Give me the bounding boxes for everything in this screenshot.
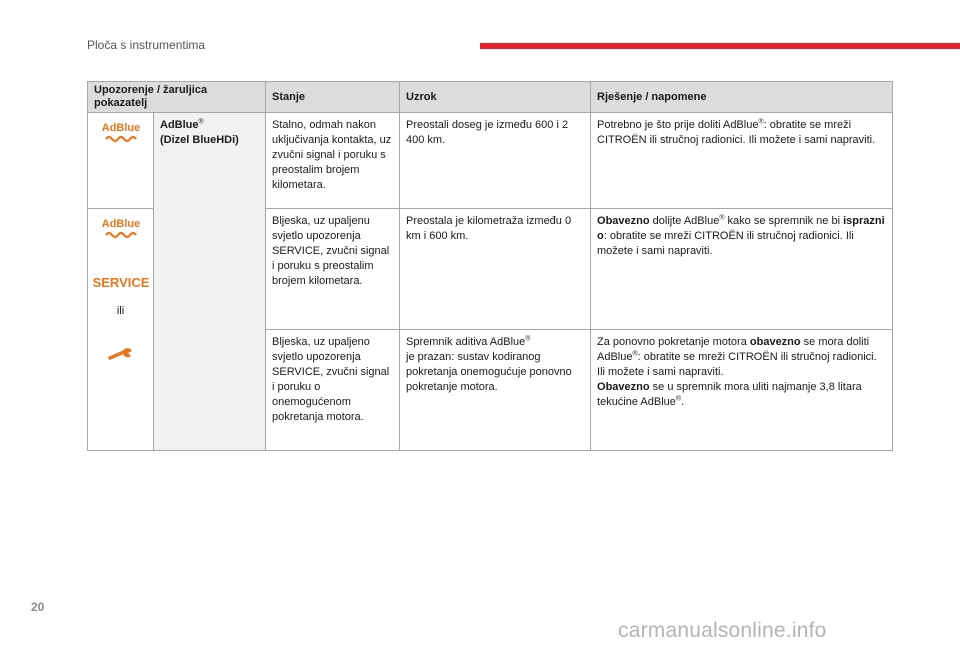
warning-engine: (Dizel BlueHDi): [160, 134, 239, 146]
wrench-icon: [108, 347, 134, 361]
icon-cell: [88, 209, 154, 451]
service-icon: [92, 273, 149, 291]
page-number: 20: [31, 600, 45, 614]
header-warning-light: Upozorenje / žaruljica pokazatelj: [88, 82, 266, 113]
table-header-row: [88, 82, 893, 113]
adblue-icon-text: AdBlue: [101, 122, 140, 134]
registered-mark: ®: [198, 118, 204, 126]
warning-name-cell: [154, 113, 266, 451]
status-cell: Bljeska, uz upaljenu svjetlo upozorenja SERVICE, zvučni signal i poruku s preostalim brojem kilometara.: [266, 209, 400, 330]
solution-cell: Obavezno dolijte AdBlue® kako se spremnik ne bi isprazni​o: obratite se mreži CITROËN ili stručnoj radionici. Ili možete i sami napraviti.: [591, 209, 893, 330]
header-cause: Uzrok: [400, 82, 591, 113]
cause-cell: Preostali doseg je između 600 i 2 400 km.: [400, 113, 591, 209]
cause-cell: Preostala je kilometraža između 0 km i 600 km.: [400, 209, 591, 330]
header-accent-bar: [480, 43, 960, 49]
status-cell: Bljeska, uz upaljeno svjetlo upozorenja SERVICE, zvučni signal i poruku o onemogućenom pokretanja motora.: [266, 330, 400, 451]
table-row: [88, 113, 893, 209]
or-label: ili: [116, 305, 125, 317]
header-solution: Rješenje / napomene: [591, 82, 893, 113]
icon-cell: [88, 113, 154, 209]
status-cell: Stalno, odmah nakon uključivanja kontakta, uz zvučni signal i poruku s preostalim brojem kilometara.: [266, 113, 400, 209]
watermark-text: carmanualsonline.info: [618, 619, 827, 642]
header-status: Stanje: [266, 82, 400, 113]
adblue-icon-text: AdBlue: [101, 218, 140, 230]
solution-cell: Za ponovno pokretanje motora obavezno se mora doliti AdBlue®: obratite se mreži CITROËN ili stručnoj radionici. Ili možete i sami napraviti. Obavezno se u spremnik mora uliti najmanje 3,8 litara tekućine AdBlue®.: [591, 330, 893, 451]
cause-cell: Spremnik aditiva AdBlue® je prazan: sustav kodiranog pokretanja onemogućuje ponovno pokretanje motora.: [400, 330, 591, 451]
page-header-title: Ploča s instrumentima: [87, 38, 206, 52]
adblue-icon: [98, 214, 144, 242]
warning-name: AdBlue: [160, 119, 199, 131]
warning-lights-table: [87, 81, 893, 451]
service-icon-text: SERVICE: [92, 275, 149, 290]
solution-cell: Potrebno je što prije doliti AdBlue®: obratite se mreži CITROËN ili stručnoj radionici. Ili možete i sami napraviti.: [591, 113, 893, 209]
adblue-icon: [98, 118, 144, 146]
